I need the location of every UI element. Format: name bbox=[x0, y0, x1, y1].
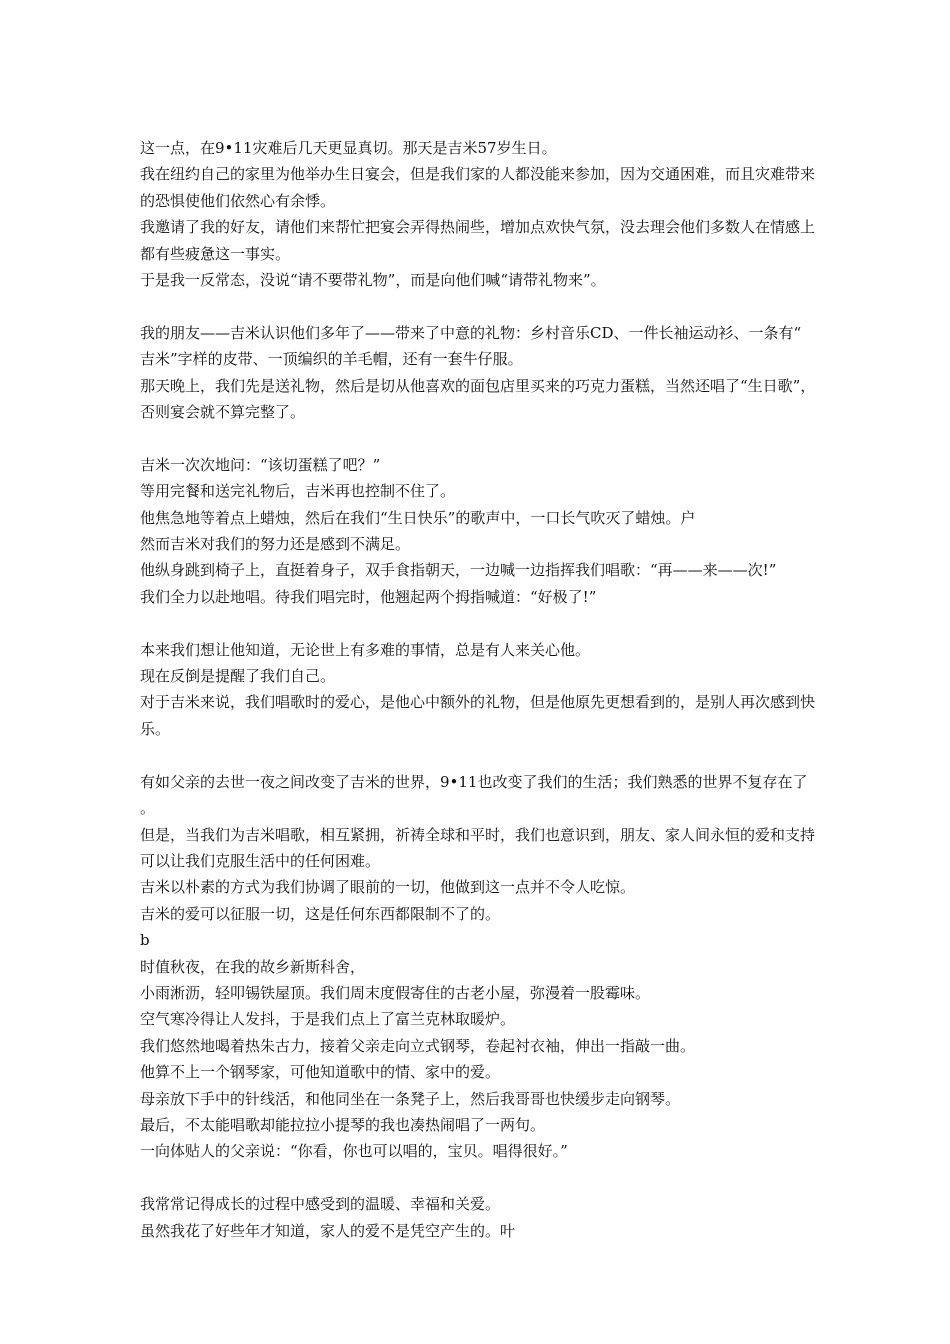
blank-line bbox=[140, 610, 816, 636]
paragraph: 一向体贴人的父亲说：“你看，你也可以唱的，宝贝。唱得很好。” bbox=[140, 1142, 568, 1161]
paragraph: 吉米的爱可以征服一切，这是任何东西都限制不了的。 bbox=[140, 904, 501, 923]
document-page bbox=[140, 135, 816, 1244]
paragraph: 于是我一反常态，没说“请不要带礼物”，而是向他们喊“请带礼物来”。 bbox=[140, 271, 606, 290]
blank-line bbox=[140, 1165, 816, 1191]
paragraph: 等用完餐和送完礼物后，吉米再也控制不住了。 bbox=[140, 482, 456, 501]
paragraph: 我常常记得成长的过程中感受到的温暖、幸福和关爱。 bbox=[140, 1195, 501, 1214]
paragraph: 有如父亲的去世一夜之间改变了吉米的世界，9•11也改变了我们的生活；我们熟悉的世界不复存在了。 bbox=[140, 772, 808, 818]
paragraph: 这一点，在9•11灾难后几天更显真切。那天是吉米57岁生日。 bbox=[140, 139, 557, 157]
paragraph: 我在纽约自己的家里为他举办生日宴会，但是我们家的人都没能来参加，因为交通困难，而且灾难带来的恐惧使他们依然心有余悸。 bbox=[140, 165, 816, 210]
paragraph: 吉米一次次地问：“该切蛋糕了吧？” bbox=[140, 455, 381, 474]
blank-line bbox=[140, 742, 816, 768]
paragraph: 时值秋夜，在我的故乡新斯科舍， bbox=[140, 957, 366, 976]
blank-line bbox=[140, 425, 816, 451]
paragraph: 最后，不太能唱歌却能拉拉小提琴的我也凑热闹唱了一两句。 bbox=[140, 1115, 546, 1134]
blank-line bbox=[140, 293, 816, 319]
paragraph: 我们全力以赴地唱。待我们唱完时，他翘起两个拇指喊道：“好极了!” bbox=[140, 587, 597, 606]
paragraph: 对于吉米来说，我们唱歌时的爱心，是他心中额外的礼物，但是他原先更想看到的，是别人再次感到快乐。 bbox=[140, 693, 816, 738]
paragraph: 他算不上一个钢琴家，可他知道歌中的情、家中的爱。 bbox=[140, 1063, 501, 1082]
paragraph: b bbox=[140, 931, 150, 950]
paragraph: 本来我们想让他知道，无论世上有多难的事情，总是有人来关心他。 bbox=[140, 640, 591, 659]
paragraph: 但是，当我们为吉米唱歌，相互紧拥，祈祷全球和平时，我们也意识到，朋友、家人间永恒的爱和支持可以让我们克服生活中的任何困难。 bbox=[140, 825, 816, 870]
paragraph: 吉米以朴素的方式为我们协调了眼前的一切，他做到这一点并不令人吃惊。 bbox=[140, 878, 636, 897]
paragraph: 空气寒冷得让人发抖，于是我们点上了富兰克林取暖炉。 bbox=[140, 1010, 516, 1029]
paragraph: 那天晚上，我们先是送礼物，然后是切从他喜欢的面包店里买来的巧克力蛋糕，当然还唱了“生日歌”，否则宴会就不算完整了。 bbox=[140, 376, 816, 422]
paragraph: 他纵身跳到椅子上，直挺着身子，双手食指朝天，一边喊一边指挥我们唱歌：“再——来——次!” bbox=[140, 561, 777, 580]
paragraph: 小雨淅沥，轻叩锡铁屋顶。我们周末度假寄住的古老小屋，弥漫着一股霉味。 bbox=[140, 983, 651, 1002]
paragraph: 虽然我花了好些年才知道，家人的爱不是凭空产生的。叶 bbox=[140, 1221, 516, 1240]
paragraph: 现在反倒是提醒了我们自己。 bbox=[140, 667, 336, 686]
paragraph: 我们悠然地喝着热朱古力，接着父亲走向立式钢琴，卷起衬衣袖，伸出一指敲一曲。 bbox=[140, 1036, 696, 1055]
paragraph: 我邀请了我的好友，请他们来帮忙把宴会弄得热闹些，增加点欢快气氛，没去理会他们多数人在情感上都有些疲惫这一事实。 bbox=[140, 218, 816, 263]
paragraph: 母亲放下手中的针线活，和他同坐在一条凳子上，然后我哥哥也快缓步走向钢琴。 bbox=[140, 1089, 681, 1108]
paragraph: 我的朋友——吉米认识他们多年了——带来了中意的礼物：乡村音乐CD、一件长袖运动衫、一条有“吉米”字样的皮带、一顶编织的羊毛帽，还有一套牛仔服。 bbox=[140, 323, 802, 369]
paragraph: 他焦急地等着点上蜡烛，然后在我们“生日快乐”的歌声中，一口长气吹灭了蜡烛。户 bbox=[140, 508, 696, 527]
paragraph: 然而吉米对我们的努力还是感到不满足。 bbox=[140, 535, 411, 554]
